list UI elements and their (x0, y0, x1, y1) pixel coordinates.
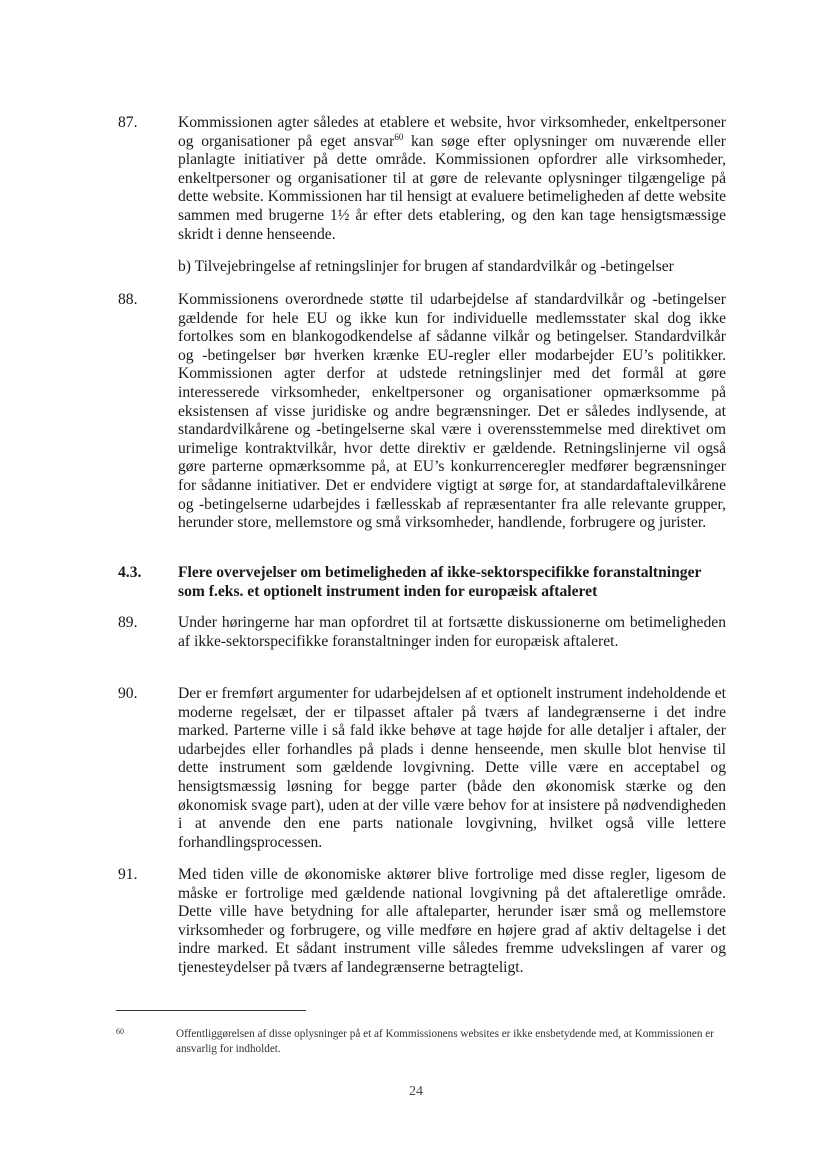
paragraph-number: 91. (118, 866, 138, 883)
footnote-text: Offentliggørelsen af disse oplysninger på et af Kommissionens websites er ikke ensbetydende med, at Kommissionen er ansvarlig for indholdet. (176, 1028, 714, 1055)
paragraph-text: Der er fremført argumenter for udarbejdelsen af et optionelt instrument indeholdende et moderne regelsæt, der er tilpasset aftaler på tværs af landegrænserne i det indre marked. Parterne ville i så fald ikke behøve at tage højde for alle detaljer i aftaler, der udarbejdes eller forhandles på plads i denne henseende, men skulle blot henvise til dette instrument som gældende lovgivning. Dette ville være en acceptabel og hensigtsmæssig løsning for begge parter (både den økonomisk stærke og den økonomisk svage part), uden at der ville være behov for at insistere på nødvendigheden i at anvende den ene parts nationale lovgivning, hvilket også ville lettere forhandlingsprocessen. (178, 685, 726, 851)
paragraph-text-part: kan søge efter oplysninger om nuværende eller planlagte initiativer på dette område. Kommissionen opfordrer alle virksomheder, enkeltpersoner og organisationer til at gøre de relevante oplysninger tilgængelige på dette website. Kommissionen har til hensigt at evaluere betimeligheden af dette website sammen med brugerne 1½ år efter dets etablering, og den kan tage hensigtsmæssige skridt i denne henseende. (178, 132, 726, 243)
paragraph-number: 87. (118, 114, 138, 131)
paragraph-number: 89. (118, 614, 138, 631)
paragraph-text (178, 114, 726, 244)
paragraph-89 (118, 614, 726, 651)
paragraph-88 (118, 291, 726, 533)
page-number: 24 (409, 1084, 423, 1099)
footnote-reference: 60 (394, 131, 404, 142)
footnote-divider (116, 1010, 306, 1011)
paragraph-text: Med tiden ville de økonomiske aktører blive fortrolige med disse regler, ligesom de måske er fortrolige med gældende national lovgivning på det aftaleretlige område. Dette ville have betydning for alle aftaleparter, herunder især små og mellemstore virksomheder og forbrugere, og ville medføre en højere grad af aktiv deltagelse i det indre marked. Et sådant instrument ville således fremme udvekslingen af varer og tjenesteydelser på tværs af landegrænserne betragteligt. (178, 866, 726, 976)
section-number: 4.3. (118, 564, 142, 581)
paragraph-90 (118, 685, 726, 852)
footnote-number: 60 (116, 1027, 124, 1036)
paragraph-number: 90. (118, 685, 138, 702)
paragraph-text: Kommissionens overordnede støtte til udarbejdelse af standardvilkår og -betingelser gældende for hele EU og ikke kun for individuelle medlemsstater skal dog ikke fortolkes som en blankogodkendelse af sådanne vilkår og betingelser. Standardvilkår og -betingelser bør hverken krænke EU-regler eller modarbejder EU’s politikker. Kommissionen agter derfor at udstede retningslinjer med det formål at gøre interesserede virksomheder, enkeltpersoner og organisationer opmærksomme på eksistensen af visse juridiske og andre begrænsninger. Det er således indlysende, at standardvilkårene og -betingelserne skal være i overensstemmelse med direktivet om urimelige kontraktvilkår, hvor dette direktiv er gældende. Retningslinjerne vil også gøre parterne opmærksomme på, at EU’s konkurrenceregler medfører begrænsninger for sådanne initiativer. Det er endvidere vigtigt at sørge for, at standardaftalevilkårene og -betingelserne udarbejdes i fællesskab af repræsentanter fra alle relevante grupper, herunder store, mellemstore og små virksomheder, handlende, forbrugere og jurister. (178, 291, 726, 532)
section-title: Flere overvejelser om betimeligheden af ikke-sektorspecifikke foranstaltninger som f.eks. et optionelt instrument inden for europæisk aftaleret (178, 564, 702, 600)
subheading-b: b) Tilvejebringelse af retningslinjer for brugen af standardvilkår og -betingelser (178, 258, 674, 275)
paragraph-number: 88. (118, 291, 138, 308)
section-heading-4-3 (118, 564, 726, 601)
paragraph-text-part: Kommissionen agter således at etablere et website, hvor virksomheder, enkeltpersoner og organisationer på eget ansvar (178, 114, 726, 150)
paragraph-91 (118, 866, 726, 978)
paragraph-87 (118, 114, 726, 244)
paragraph-text: Under høringerne har man opfordret til at fortsætte diskussionerne om betimeligheden af ikke-sektorspecifikke foranstaltninger inden for europæisk aftaleret. (178, 614, 726, 650)
footnote (116, 1027, 736, 1057)
